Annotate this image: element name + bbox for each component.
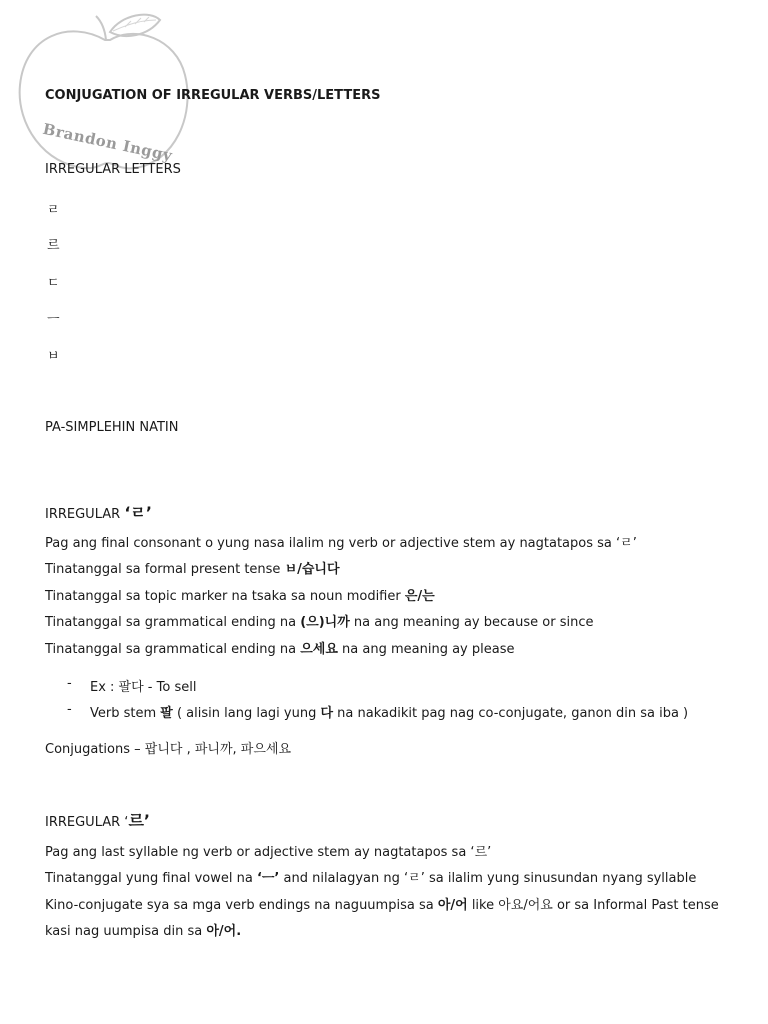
line-text: Tinatanggal sa formal present tense	[45, 562, 285, 577]
line-bold: 아/어	[437, 898, 468, 913]
reu-line-2	[45, 867, 696, 886]
rieul-line-3	[45, 585, 435, 604]
watermark-text: Brandon Inggy	[41, 119, 174, 165]
bullet-part: ( alisin lang lagi yung	[172, 706, 321, 721]
irregular-letter-item: ㅂ	[47, 349, 60, 364]
line-bold: 은/는	[404, 589, 435, 604]
heading-letter: 르’	[128, 811, 150, 830]
rieul-line-1	[45, 532, 637, 551]
line-tail: na ang meaning ay please	[337, 642, 515, 657]
heading-prefix: IRREGULAR	[45, 507, 125, 522]
line-text: Tinatanggal sa grammatical ending na	[45, 615, 301, 630]
line-bold: 으세요	[300, 642, 338, 657]
line-bold: ㅂ/습니다	[284, 562, 340, 577]
irregular-letters-heading: IRREGULAR LETTERS	[45, 162, 181, 177]
reu-line-4	[45, 920, 241, 939]
simplify-heading: PA-SIMPLEHIN NATIN	[45, 420, 179, 435]
bullet-text: Ex : 팔다 - To sell	[90, 680, 197, 695]
document-title: CONJUGATION OF IRREGULAR VERBS/LETTERS	[45, 88, 381, 103]
line-tail: like 아요/어요 or sa Informal Past tense	[467, 898, 719, 913]
section-rieul-heading	[45, 500, 152, 523]
bullet-part: Verb stem	[90, 706, 161, 721]
line-bold: (으)니까	[300, 615, 350, 630]
line-text: kasi nag uumpisa din sa	[45, 924, 207, 939]
irregular-letter-item: ㄷ	[47, 276, 60, 291]
rieul-line-2	[45, 558, 340, 577]
bullet-part: na nakadikit pag nag co-conjugate, ganon din sa iba )	[333, 706, 689, 721]
line-text: Tinatanggal sa grammatical ending na	[45, 642, 301, 657]
bullet-dash: -	[67, 702, 72, 717]
line-tail: na ang meaning ay because or since	[349, 615, 594, 630]
line-text: Pag ang final consonant o yung nasa ilalim ng verb or adjective stem ay nagtatapos sa	[45, 536, 617, 551]
line-text: Tinatanggal sa topic marker na tsaka sa noun modifier	[45, 589, 405, 604]
reu-line-1: Pag ang last syllable ng verb or adjective stem ay nagtatapos sa ‘르’	[45, 845, 492, 860]
line-text: Kino-conjugate sya sa mga verb endings na naguumpisa sa	[45, 898, 438, 913]
bullet-bold: 팔	[160, 706, 173, 721]
line-text: Tinatanggal yung final vowel na	[45, 871, 257, 886]
bullet-dash: -	[67, 676, 72, 691]
line-tail: and nilalagyan ng ‘ㄹ’ sa ilalim yung sinusundan nyang syllable	[279, 871, 697, 886]
line-bold: ‘ㅡ’	[256, 871, 280, 886]
section-reu-heading	[45, 808, 150, 831]
irregular-letter-item: ㅡ	[47, 312, 60, 327]
irregular-letter-item: ㄹ	[47, 203, 60, 218]
conjugations-line: Conjugations – 팝니다 , 파니까, 파으세요	[45, 742, 292, 757]
irregular-letter-item: 르	[47, 238, 60, 253]
line-bold: 아/어.	[206, 924, 242, 939]
rieul-line-5	[45, 638, 514, 657]
bullet-bold: 다	[320, 706, 334, 721]
line-tail: ‘ㄹ’	[616, 536, 637, 551]
reu-line-3	[45, 894, 719, 913]
heading-letter: ‘ㄹ’	[124, 503, 152, 522]
bullet-text	[90, 702, 688, 721]
rieul-line-4	[45, 611, 593, 630]
heading-prefix: IRREGULAR ‘	[45, 815, 129, 830]
